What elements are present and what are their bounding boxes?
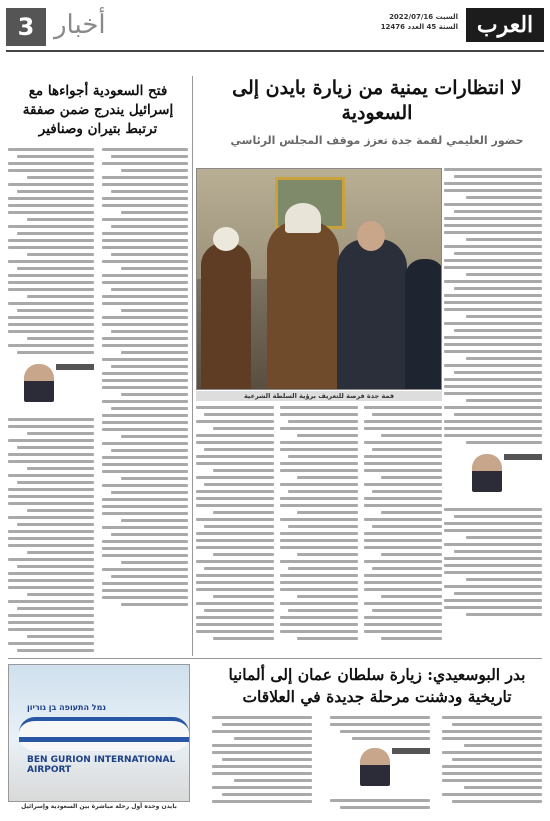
writer-photo bbox=[472, 454, 502, 492]
hebrew-sign: נמל התעופה בן גוריון bbox=[27, 703, 107, 712]
main-headline: لا انتظارات يمنية من زيارة بايدن إلى السعودية bbox=[232, 77, 522, 124]
plane-caption: بايدن وحده أول رحلة مباشرة بين السعودية وإسرائيل bbox=[21, 803, 177, 810]
left-story-body bbox=[8, 148, 188, 648]
issue-date: السبت 2022/07/16 bbox=[389, 13, 458, 21]
issue-number: السنة 45 العدد 12476 bbox=[380, 23, 458, 31]
writer-photo bbox=[360, 748, 390, 786]
bottom-body-column bbox=[442, 716, 542, 814]
airplane-photo bbox=[8, 664, 190, 802]
section-name: أخبار bbox=[54, 10, 106, 40]
newspaper-logo: العرب bbox=[466, 8, 544, 42]
bottom-body-column bbox=[212, 716, 312, 814]
writer-photo bbox=[24, 364, 54, 402]
bottom-story-body bbox=[212, 716, 542, 814]
writer-byline bbox=[22, 360, 94, 412]
photo-caption: قمة جدة فرصة للتعريف برؤية السلطة الشرعية bbox=[196, 391, 442, 401]
main-story-right-column bbox=[444, 168, 542, 638]
left-body-column bbox=[8, 148, 94, 648]
writer-byline bbox=[470, 450, 542, 502]
left-headline: فتح السعودية أجواءها مع إسرائيل يندرج ضمن صفقة ترتبط بتيران وصنافير bbox=[22, 83, 174, 137]
column-divider bbox=[192, 76, 193, 656]
writer-byline bbox=[358, 744, 430, 796]
main-body-column bbox=[280, 406, 358, 656]
airport-sign: BEN GURION INTERNATIONAL AIRPORT bbox=[27, 755, 176, 775]
main-body-column bbox=[364, 406, 442, 656]
masthead bbox=[6, 6, 544, 52]
meeting-photo bbox=[196, 168, 442, 390]
section-divider bbox=[8, 658, 542, 659]
main-subheadline: حضور العليمي لقمة جدة تعزز موقف المجلس الرئاسي bbox=[230, 134, 524, 147]
left-body-column bbox=[102, 148, 188, 648]
issue-info bbox=[381, 12, 458, 32]
bottom-body-column bbox=[330, 716, 430, 814]
section-number: 3 bbox=[6, 8, 46, 46]
bottom-headline: بدر البوسعيدي: زيارة سلطان عمان إلى ألمانيا تاريخية ودشنت مرحلة جديدة في العلاقات bbox=[228, 665, 526, 706]
main-body-column bbox=[196, 406, 274, 656]
main-story-body bbox=[196, 406, 442, 656]
